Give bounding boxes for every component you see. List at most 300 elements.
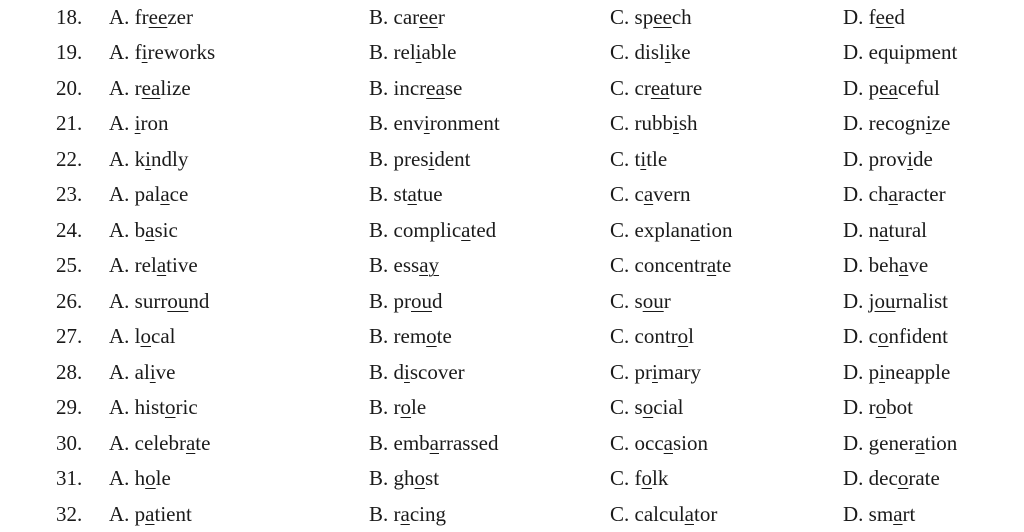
word-part: tive <box>166 253 198 277</box>
option-letter: B. <box>369 76 388 100</box>
word-part: tion <box>925 431 958 455</box>
question-number: 18. <box>56 0 82 35</box>
underlined-letters: o <box>678 324 689 348</box>
option-a <box>109 213 178 249</box>
option-d <box>843 0 905 35</box>
option-letter: B. <box>369 324 388 348</box>
underlined-letters: a <box>889 182 898 206</box>
underlined-letters: o <box>426 324 437 348</box>
word-part: k <box>135 147 146 171</box>
word-part: sion <box>673 431 708 455</box>
word-part: d <box>432 289 443 313</box>
question-number: 21. <box>56 106 82 142</box>
word-part: contr <box>635 324 678 348</box>
word-part: le <box>156 466 171 490</box>
option-letter: C. <box>610 253 629 277</box>
word-part: complic <box>394 218 462 242</box>
underlined-letters: o <box>141 324 152 348</box>
word-part: concentr <box>635 253 707 277</box>
option-b <box>369 461 439 497</box>
word-part: l <box>135 324 141 348</box>
word-part: tor <box>694 502 717 526</box>
word-part: vern <box>653 182 690 206</box>
option-letter: A. <box>109 360 129 384</box>
option-b <box>369 35 457 71</box>
option-letter: B. <box>369 431 388 455</box>
word-part: ture <box>670 76 703 100</box>
word-part: rubb <box>635 111 674 135</box>
question-row <box>0 461 1024 497</box>
word-part: nd <box>188 289 209 313</box>
word-part: ve <box>908 253 928 277</box>
question-row <box>0 248 1024 284</box>
word-part: rrassed <box>439 431 498 455</box>
underlined-letters: i <box>424 111 430 135</box>
underlined-letters: ee <box>653 5 672 29</box>
word-part: ve <box>156 360 176 384</box>
option-letter: C. <box>610 40 629 64</box>
word-part: neapple <box>885 360 950 384</box>
word-part: f <box>135 40 142 64</box>
option-c <box>610 461 668 497</box>
word-part: n <box>869 218 880 242</box>
question-row <box>0 177 1024 213</box>
word-part: rnalist <box>896 289 949 313</box>
question-number: 25. <box>56 248 82 284</box>
word-part: prov <box>869 147 908 171</box>
option-c <box>610 248 731 284</box>
underlined-letters: a <box>899 253 908 277</box>
word-part: cial <box>653 395 683 419</box>
option-letter: A. <box>109 147 129 171</box>
option-b <box>369 319 452 355</box>
word-part: lk <box>652 466 668 490</box>
option-b <box>369 426 498 462</box>
underlined-letters: a <box>401 502 410 526</box>
option-letter: A. <box>109 289 129 313</box>
option-d <box>843 355 950 391</box>
question-row <box>0 35 1024 71</box>
word-part: te <box>437 324 452 348</box>
underlined-letters: a <box>893 502 902 526</box>
underlined-letters: i <box>907 147 913 171</box>
word-part: nfident <box>889 324 948 348</box>
option-c <box>610 142 667 178</box>
underlined-letters: a <box>157 253 166 277</box>
underlined-letters: a <box>915 431 924 455</box>
question-number: 19. <box>56 35 82 71</box>
question-row <box>0 319 1024 355</box>
option-d <box>843 35 957 71</box>
option-letter: B. <box>369 360 388 384</box>
option-letter: B. <box>369 182 388 206</box>
underlined-letters: i <box>145 147 151 171</box>
option-letter: C. <box>610 502 629 526</box>
option-letter: B. <box>369 289 388 313</box>
word-part: ron <box>141 111 169 135</box>
underlined-letters: i <box>879 360 885 384</box>
word-part: s <box>635 289 643 313</box>
word-part: p <box>135 502 146 526</box>
option-letter: B. <box>369 147 388 171</box>
option-b <box>369 106 500 142</box>
underlined-letters: a <box>691 218 700 242</box>
word-part: se <box>445 76 463 100</box>
option-letter: D. <box>843 360 863 384</box>
option-letter: D. <box>843 289 863 313</box>
word-part: ch <box>672 5 692 29</box>
option-letter: C. <box>610 76 629 100</box>
word-part: bot <box>886 395 913 419</box>
underlined-letters: i <box>640 147 646 171</box>
option-c <box>610 213 733 249</box>
underlined-letters: ou <box>643 289 664 313</box>
word-part: tue <box>417 182 443 206</box>
question-number: 27. <box>56 319 82 355</box>
word-part: dec <box>869 466 898 490</box>
underlined-letters: i <box>416 40 422 64</box>
word-part: cal <box>151 324 175 348</box>
word-part: st <box>394 182 408 206</box>
option-letter: A. <box>109 431 129 455</box>
question-row <box>0 390 1024 426</box>
option-d <box>843 390 913 426</box>
option-letter: D. <box>843 431 863 455</box>
option-b <box>369 142 471 178</box>
underlined-letters: ay <box>419 253 439 277</box>
option-b <box>369 0 445 35</box>
word-part: t <box>635 147 641 171</box>
option-letter: B. <box>369 253 388 277</box>
option-letter: D. <box>843 218 863 242</box>
underlined-letters: o <box>401 395 412 419</box>
option-a <box>109 319 176 355</box>
underlined-letters: a <box>879 218 888 242</box>
word-part: sh <box>679 111 698 135</box>
word-part: r <box>664 289 671 313</box>
option-d <box>843 248 928 284</box>
question-row <box>0 0 1024 35</box>
option-letter: D. <box>843 324 863 348</box>
option-letter: C. <box>610 147 629 171</box>
word-part: de <box>913 147 933 171</box>
option-letter: C. <box>610 466 629 490</box>
underlined-letters: ou <box>411 289 432 313</box>
word-part: sm <box>869 502 894 526</box>
option-letter: A. <box>109 218 129 242</box>
word-part: tient <box>155 502 192 526</box>
word-part: ess <box>394 253 420 277</box>
underlined-letters: ea <box>142 76 161 100</box>
underlined-letters: a <box>644 182 653 206</box>
option-letter: B. <box>369 40 388 64</box>
underlined-letters: i <box>926 111 932 135</box>
question-row <box>0 106 1024 142</box>
question-row <box>0 426 1024 462</box>
option-c <box>610 426 708 462</box>
underlined-letters: a <box>685 502 694 526</box>
option-a <box>109 71 191 107</box>
word-part: zer <box>167 5 193 29</box>
word-part: mary <box>658 360 701 384</box>
option-c <box>610 355 701 391</box>
underlined-letters: i <box>142 40 148 64</box>
option-letter: C. <box>610 218 629 242</box>
word-part: explan <box>635 218 691 242</box>
option-letter: C. <box>610 431 629 455</box>
option-letter: D. <box>843 466 863 490</box>
underlined-letters: o <box>898 466 909 490</box>
word-part: ceful <box>898 76 940 100</box>
word-part: calcul <box>635 502 685 526</box>
word-part: recogn <box>869 111 926 135</box>
word-part: c <box>869 324 878 348</box>
option-b <box>369 71 462 107</box>
option-c <box>610 284 671 320</box>
word-part: te <box>195 431 210 455</box>
question-row <box>0 213 1024 249</box>
word-part: racter <box>898 182 946 206</box>
option-c <box>610 0 692 35</box>
option-c <box>610 71 702 107</box>
underlined-letters: i <box>652 360 658 384</box>
option-b <box>369 213 496 249</box>
underlined-letters: a <box>408 182 417 206</box>
word-part: h <box>135 466 146 490</box>
question-number: 20. <box>56 71 82 107</box>
word-part: ronment <box>430 111 500 135</box>
word-part: reworks <box>148 40 216 64</box>
word-part: env <box>394 111 424 135</box>
word-part: rate <box>908 466 939 490</box>
option-letter: A. <box>109 182 129 206</box>
option-letter: A. <box>109 5 129 29</box>
question-row <box>0 355 1024 391</box>
underlined-letters: a <box>707 253 716 277</box>
option-c <box>610 177 691 213</box>
option-b <box>369 355 465 391</box>
word-part: pal <box>135 182 161 206</box>
underlined-letters: ea <box>879 76 898 100</box>
word-part: pr <box>635 360 653 384</box>
question-number: 23. <box>56 177 82 213</box>
option-a <box>109 461 171 497</box>
underlined-letters: o <box>145 466 156 490</box>
word-part: r <box>394 502 401 526</box>
word-part: rel <box>394 40 416 64</box>
word-part: j <box>869 289 875 313</box>
option-letter: D. <box>843 147 863 171</box>
underlined-letters: i <box>150 360 156 384</box>
question-number: 22. <box>56 142 82 178</box>
option-d <box>843 106 950 142</box>
underlined-letters: a <box>186 431 195 455</box>
option-b <box>369 248 439 284</box>
option-letter: B. <box>369 502 388 526</box>
option-letter: C. <box>610 111 629 135</box>
option-a <box>109 142 188 178</box>
option-letter: D. <box>843 76 863 100</box>
word-part: p <box>869 360 880 384</box>
underlined-letters: ea <box>651 76 670 100</box>
option-letter: B. <box>369 5 388 29</box>
word-part: s <box>635 395 643 419</box>
question-number: 29. <box>56 390 82 426</box>
underlined-letters: a <box>461 218 470 242</box>
option-b <box>369 177 443 213</box>
word-part: r <box>438 5 445 29</box>
question-row <box>0 71 1024 107</box>
option-letter: A. <box>109 395 129 419</box>
question-number: 28. <box>56 355 82 391</box>
option-letter: A. <box>109 40 129 64</box>
word-part: ric <box>176 395 198 419</box>
word-part: al <box>135 360 150 384</box>
underlined-letters: i <box>673 111 679 135</box>
underlined-letters: ee <box>149 5 168 29</box>
underlined-letters: ou <box>167 289 188 313</box>
option-d <box>843 142 933 178</box>
option-d <box>843 284 948 320</box>
underlined-letters: ee <box>876 5 895 29</box>
underlined-letters: o <box>642 466 653 490</box>
option-d <box>843 177 946 213</box>
word-part: le <box>411 395 426 419</box>
word-part: ke <box>671 40 691 64</box>
option-d <box>843 71 940 107</box>
word-part: l <box>688 324 694 348</box>
word-part: fr <box>135 5 149 29</box>
word-part: sp <box>635 5 654 29</box>
word-part: emb <box>394 431 430 455</box>
option-a <box>109 355 176 391</box>
option-d <box>843 426 957 462</box>
word-part: beh <box>869 253 899 277</box>
word-part: ted <box>471 218 497 242</box>
underlined-letters: a <box>430 431 439 455</box>
word-part: ce <box>170 182 189 206</box>
option-letter: B. <box>369 395 388 419</box>
underlined-letters: a <box>664 431 673 455</box>
option-d <box>843 213 927 249</box>
option-d <box>843 319 948 355</box>
option-letter: C. <box>610 5 629 29</box>
word-part: gener <box>869 431 916 455</box>
word-part: gh <box>394 466 415 490</box>
option-letter: A. <box>109 324 129 348</box>
underlined-letters: i <box>665 40 671 64</box>
word-part: cing <box>410 502 446 526</box>
word-part: equipment <box>869 40 958 64</box>
underlined-letters: ee <box>419 5 438 29</box>
word-part: occ <box>635 431 664 455</box>
option-b <box>369 284 443 320</box>
option-letter: A. <box>109 253 129 277</box>
word-part: tle <box>646 147 667 171</box>
underlined-letters: o <box>643 395 654 419</box>
option-letter: A. <box>109 76 129 100</box>
underlined-letters: o <box>415 466 426 490</box>
option-a <box>109 426 210 462</box>
word-part: r <box>394 395 401 419</box>
option-letter: D. <box>843 111 863 135</box>
underlined-letters: a <box>160 182 169 206</box>
question-number: 32. <box>56 497 82 532</box>
question-number: 24. <box>56 213 82 249</box>
word-part: sic <box>155 218 178 242</box>
word-part: lize <box>160 76 190 100</box>
option-a <box>109 284 209 320</box>
option-letter: D. <box>843 502 863 526</box>
option-c <box>610 390 684 426</box>
underlined-letters: o <box>165 395 176 419</box>
question-number: 31. <box>56 461 82 497</box>
underlined-letters: o <box>878 324 889 348</box>
word-part: surr <box>135 289 168 313</box>
option-letter: D. <box>843 182 863 206</box>
word-part: ch <box>869 182 889 206</box>
underlined-letters: i <box>404 360 410 384</box>
option-letter: B. <box>369 466 388 490</box>
word-part: incr <box>394 76 427 100</box>
underlined-letters: ou <box>875 289 896 313</box>
option-a <box>109 0 193 35</box>
option-letter: C. <box>610 182 629 206</box>
option-a <box>109 248 198 284</box>
option-letter: C. <box>610 289 629 313</box>
option-a <box>109 106 169 142</box>
question-number: 30. <box>56 426 82 462</box>
underlined-letters: ea <box>426 76 445 100</box>
word-part: b <box>135 218 146 242</box>
underlined-letters: a <box>145 218 154 242</box>
option-letter: C. <box>610 360 629 384</box>
option-c <box>610 319 694 355</box>
option-d <box>843 461 940 497</box>
word-part: ndly <box>151 147 188 171</box>
word-part: te <box>716 253 731 277</box>
word-part: tion <box>700 218 733 242</box>
word-part: d <box>394 360 405 384</box>
option-letter: D. <box>843 5 863 29</box>
word-part: tural <box>889 218 927 242</box>
word-part: p <box>869 76 880 100</box>
word-part: ze <box>932 111 951 135</box>
option-letter: D. <box>843 395 863 419</box>
word-part: scover <box>410 360 465 384</box>
word-part: pr <box>394 289 412 313</box>
option-a <box>109 390 198 426</box>
option-c <box>610 106 698 142</box>
question-number: 26. <box>56 284 82 320</box>
option-a <box>109 35 215 71</box>
underlined-letters: o <box>876 395 887 419</box>
option-letter: B. <box>369 111 388 135</box>
option-a <box>109 177 188 213</box>
word-part: car <box>394 5 420 29</box>
word-part: f <box>635 466 642 490</box>
underlined-letters: i <box>429 147 435 171</box>
option-c <box>610 35 691 71</box>
word-part: r <box>135 76 142 100</box>
word-part: st <box>425 466 439 490</box>
question-row <box>0 142 1024 178</box>
option-letter: A. <box>109 502 129 526</box>
option-letter: D. <box>843 253 863 277</box>
question-row <box>0 284 1024 320</box>
word-part: rel <box>135 253 157 277</box>
underlined-letters: i <box>135 111 141 135</box>
